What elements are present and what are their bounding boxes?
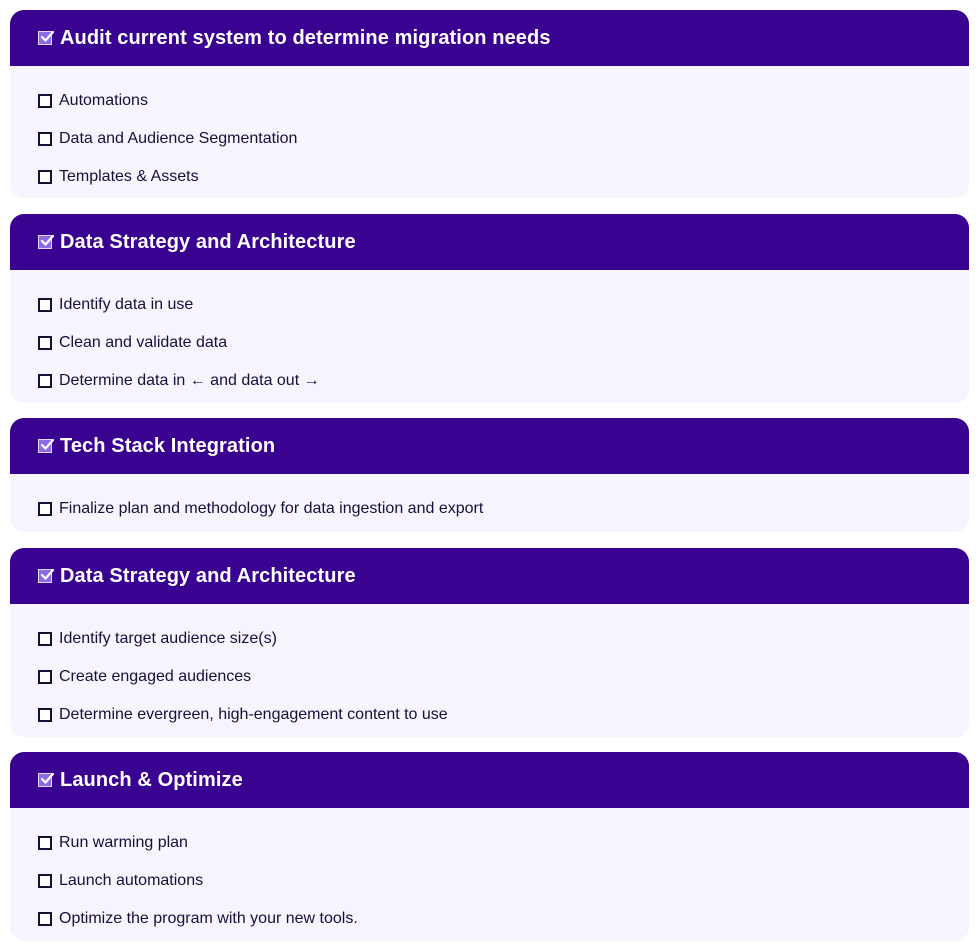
checklist-item-label: Identify target audience size(s) [59,630,277,647]
checklist-item[interactable] [10,862,969,900]
unchecked-checkbox-icon[interactable] [38,132,52,146]
checked-checkbox-icon[interactable] [38,773,52,787]
unchecked-checkbox-icon[interactable] [38,708,52,722]
checklist-item-label: Determine evergreen, high-engagement content to use [59,706,448,723]
unchecked-checkbox-icon[interactable] [38,874,52,888]
section-title: Data Strategy and Architecture [60,564,356,587]
checklist-item-label: Determine data in ← and data out → [59,372,320,389]
checklist-item[interactable] [10,158,969,196]
section-header [10,214,969,270]
unchecked-checkbox-icon[interactable] [38,336,52,350]
checklist-item-label: Finalize plan and methodology for data ingestion and export [59,500,484,517]
unchecked-checkbox-icon[interactable] [38,298,52,312]
section-title: Launch & Optimize [60,768,243,791]
unchecked-checkbox-icon[interactable] [38,374,52,388]
section-audit [10,10,969,198]
section-title: Audit current system to determine migration needs [60,26,551,49]
checklist-item[interactable] [10,120,969,158]
checklist-item-label: Create engaged audiences [59,668,252,685]
section-launch [10,752,969,941]
section-title: Data Strategy and Architecture [60,230,356,253]
unchecked-checkbox-icon[interactable] [38,912,52,926]
checklist-item-label: Identify data in use [59,296,194,313]
checked-checkbox-icon[interactable] [38,31,52,45]
checklist-item[interactable] [10,900,969,938]
checklist-item-label: Clean and validate data [59,334,228,351]
unchecked-checkbox-icon[interactable] [38,502,52,516]
section-header [10,752,969,808]
section-header [10,418,969,474]
section-data-strategy [10,214,969,403]
checklist-item-label: Run warming plan [59,834,188,851]
section-header [10,10,969,66]
checklist-item[interactable] [10,696,969,734]
checklist-item[interactable] [10,824,969,862]
checklist-item[interactable] [10,362,969,400]
checked-checkbox-icon[interactable] [38,235,52,249]
checklist-item-label: Templates & Assets [59,168,199,185]
checked-checkbox-icon[interactable] [38,439,52,453]
checklist-item[interactable] [10,324,969,362]
unchecked-checkbox-icon[interactable] [38,836,52,850]
checklist-item[interactable] [10,658,969,696]
checklist-item-label: Optimize the program with your new tools. [59,910,358,927]
checklist-item[interactable] [10,82,969,120]
checklist-item-label: Automations [59,92,148,109]
checklist-item[interactable] [10,286,969,324]
section-title: Tech Stack Integration [60,434,276,457]
section-data-strategy-audience [10,548,969,737]
unchecked-checkbox-icon[interactable] [38,94,52,108]
unchecked-checkbox-icon[interactable] [38,632,52,646]
checklist-item-label: Launch automations [59,872,204,889]
unchecked-checkbox-icon[interactable] [38,670,52,684]
checklist-item[interactable] [10,490,969,528]
unchecked-checkbox-icon[interactable] [38,170,52,184]
checklist-item[interactable] [10,620,969,658]
checklist-item-label: Data and Audience Segmentation [59,130,298,147]
section-header [10,548,969,604]
section-tech-stack [10,418,969,532]
checked-checkbox-icon[interactable] [38,569,52,583]
